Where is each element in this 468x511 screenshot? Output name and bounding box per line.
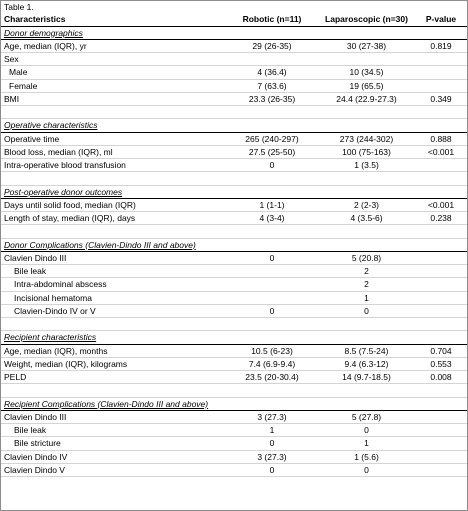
- p-value: 0.819: [415, 39, 467, 52]
- laparoscopic-value: 1: [318, 291, 415, 304]
- row-label: Clavien Dindo V: [1, 463, 226, 476]
- laparoscopic-value: 4 (3.5-6): [318, 212, 415, 225]
- laparoscopic-value: [318, 397, 415, 410]
- spacer-row: [1, 318, 467, 331]
- section-row: [1, 26, 467, 39]
- p-value: 0.008: [415, 371, 467, 384]
- row-label: Operative time: [1, 132, 226, 145]
- p-value: [415, 424, 467, 437]
- laparoscopic-value: 30 (27-38): [318, 39, 415, 52]
- table-row: [1, 291, 467, 304]
- robotic-value: [226, 318, 318, 331]
- table-row: [1, 66, 467, 79]
- row-label: Age, median (IQR), yr: [1, 39, 226, 52]
- robotic-value: 23.5 (20-30.4): [226, 371, 318, 384]
- row-label: [1, 172, 226, 185]
- row-label: Weight, median (IQR), kilograms: [1, 357, 226, 370]
- p-value: [415, 172, 467, 185]
- robotic-value: [226, 238, 318, 251]
- laparoscopic-value: 0: [318, 304, 415, 317]
- table-title-row: [1, 1, 467, 13]
- p-value: [415, 410, 467, 423]
- p-value: [415, 265, 467, 278]
- p-value: [415, 450, 467, 463]
- table-row: [1, 212, 467, 225]
- p-value: 0.888: [415, 132, 467, 145]
- header-p-value: P-value: [415, 13, 467, 26]
- laparoscopic-value: 2: [318, 278, 415, 291]
- robotic-value: 10.5 (6-23): [226, 344, 318, 357]
- robotic-value: 0: [226, 304, 318, 317]
- robotic-value: 23.3 (26-35): [226, 92, 318, 105]
- section-row: [1, 185, 467, 198]
- table-row: [1, 410, 467, 423]
- robotic-value: 1 (1-1): [226, 198, 318, 211]
- p-value: [415, 251, 467, 264]
- row-label: Intra-operative blood transfusion: [1, 159, 226, 172]
- p-value: [415, 463, 467, 476]
- laparoscopic-value: [318, 53, 415, 66]
- row-label: [1, 318, 226, 331]
- robotic-value: 7.4 (6.9-9.4): [226, 357, 318, 370]
- p-value: [415, 318, 467, 331]
- row-label: Intra-abdominal abscess: [1, 278, 226, 291]
- robotic-value: 1: [226, 424, 318, 437]
- laparoscopic-value: 0: [318, 424, 415, 437]
- p-value: [415, 331, 467, 344]
- table-title: Table 1.: [4, 2, 34, 12]
- spacer-row: [1, 106, 467, 119]
- robotic-value: 29 (26-35): [226, 39, 318, 52]
- p-value: 0.704: [415, 344, 467, 357]
- table-row: [1, 132, 467, 145]
- p-value: <0.001: [415, 198, 467, 211]
- section-row: [1, 331, 467, 344]
- laparoscopic-value: 24.4 (22.9-27.3): [318, 92, 415, 105]
- row-label: [1, 225, 226, 238]
- p-value: 0.349: [415, 92, 467, 105]
- table-header-row: [1, 13, 467, 26]
- robotic-value: 0: [226, 251, 318, 264]
- row-label: Sex: [1, 53, 226, 66]
- laparoscopic-value: 5 (27.8): [318, 410, 415, 423]
- robotic-value: 0: [226, 159, 318, 172]
- results-table: [1, 1, 467, 477]
- robotic-value: [226, 119, 318, 132]
- robotic-value: [226, 225, 318, 238]
- p-value: [415, 53, 467, 66]
- header-laparoscopic: Laparoscopic (n=30): [318, 13, 415, 26]
- p-value: <0.001: [415, 145, 467, 158]
- robotic-value: 265 (240-297): [226, 132, 318, 145]
- laparoscopic-value: [318, 225, 415, 238]
- section-heading: Operative characteristics: [1, 119, 226, 132]
- laparoscopic-value: [318, 185, 415, 198]
- table-row: [1, 371, 467, 384]
- row-label: Bile leak: [1, 265, 226, 278]
- laparoscopic-value: [318, 331, 415, 344]
- row-label: [1, 384, 226, 397]
- p-value: [415, 437, 467, 450]
- laparoscopic-value: [318, 238, 415, 251]
- laparoscopic-value: 19 (65.5): [318, 79, 415, 92]
- robotic-value: [226, 26, 318, 39]
- spacer-row: [1, 172, 467, 185]
- laparoscopic-value: 2 (2-3): [318, 198, 415, 211]
- table-row: [1, 278, 467, 291]
- laparoscopic-value: 1 (3.5): [318, 159, 415, 172]
- robotic-value: [226, 397, 318, 410]
- laparoscopic-value: 8.5 (7.5-24): [318, 344, 415, 357]
- row-label: Length of stay, median (IQR), days: [1, 212, 226, 225]
- laparoscopic-value: 273 (244-302): [318, 132, 415, 145]
- section-row: [1, 119, 467, 132]
- row-label: Bile stricture: [1, 437, 226, 450]
- robotic-value: [226, 185, 318, 198]
- laparoscopic-value: [318, 26, 415, 39]
- table-row: [1, 265, 467, 278]
- p-value: [415, 304, 467, 317]
- laparoscopic-value: 10 (34.5): [318, 66, 415, 79]
- section-heading: Donor Complications (Clavien-Dindo III and above): [1, 238, 226, 251]
- robotic-value: 27.5 (25-50): [226, 145, 318, 158]
- p-value: [415, 397, 467, 410]
- laparoscopic-value: [318, 119, 415, 132]
- row-label: Clavien Dindo III: [1, 251, 226, 264]
- robotic-value: [226, 265, 318, 278]
- robotic-value: [226, 172, 318, 185]
- laparoscopic-value: 1: [318, 437, 415, 450]
- table-row: [1, 344, 467, 357]
- laparoscopic-value: [318, 318, 415, 331]
- laparoscopic-value: 1 (5.6): [318, 450, 415, 463]
- spacer-row: [1, 384, 467, 397]
- row-label: Blood loss, median (IQR), ml: [1, 145, 226, 158]
- row-label: Age, median (IQR), months: [1, 344, 226, 357]
- p-value: [415, 66, 467, 79]
- row-label: Days until solid food, median (IQR): [1, 198, 226, 211]
- row-label: BMI: [1, 92, 226, 105]
- p-value: 0.238: [415, 212, 467, 225]
- p-value: 0.553: [415, 357, 467, 370]
- p-value: [415, 278, 467, 291]
- row-label: PELD: [1, 371, 226, 384]
- robotic-value: [226, 278, 318, 291]
- robotic-value: 3 (27.3): [226, 450, 318, 463]
- header-characteristics: Characteristics: [1, 13, 226, 26]
- section-row: [1, 238, 467, 251]
- row-label: Clavien-Dindo IV or V: [1, 304, 226, 317]
- table-row: [1, 39, 467, 52]
- robotic-value: [226, 53, 318, 66]
- robotic-value: 0: [226, 437, 318, 450]
- laparoscopic-value: [318, 172, 415, 185]
- p-value: [415, 159, 467, 172]
- robotic-value: [226, 106, 318, 119]
- laparoscopic-value: 14 (9.7-18.5): [318, 371, 415, 384]
- p-value: [415, 238, 467, 251]
- table-row: [1, 304, 467, 317]
- robotic-value: [226, 331, 318, 344]
- section-heading: Donor demographics: [1, 26, 226, 39]
- table-row: [1, 53, 467, 66]
- robotic-value: 7 (63.6): [226, 79, 318, 92]
- spacer-row: [1, 225, 467, 238]
- robotic-value: 0: [226, 463, 318, 476]
- table-row: [1, 198, 467, 211]
- row-label: Female: [1, 79, 226, 92]
- section-heading: Recipient Complications (Clavien-Dindo III and above): [1, 397, 226, 410]
- table-row: [1, 450, 467, 463]
- laparoscopic-value: [318, 106, 415, 119]
- laparoscopic-value: 5 (20.8): [318, 251, 415, 264]
- p-value: [415, 384, 467, 397]
- section-heading: Recipient characteristics: [1, 331, 226, 344]
- row-label: [1, 106, 226, 119]
- p-value: [415, 225, 467, 238]
- table-row: [1, 145, 467, 158]
- robotic-value: [226, 384, 318, 397]
- row-label: Clavien Dindo III: [1, 410, 226, 423]
- table-row: [1, 159, 467, 172]
- p-value: [415, 291, 467, 304]
- p-value: [415, 26, 467, 39]
- row-label: Bile leak: [1, 424, 226, 437]
- laparoscopic-value: [318, 384, 415, 397]
- robotic-value: [226, 291, 318, 304]
- p-value: [415, 79, 467, 92]
- robotic-value: 4 (3-4): [226, 212, 318, 225]
- laparoscopic-value: 100 (75-163): [318, 145, 415, 158]
- row-label: Clavien Dindo IV: [1, 450, 226, 463]
- table-row: [1, 79, 467, 92]
- robotic-value: 3 (27.3): [226, 410, 318, 423]
- p-value: [415, 119, 467, 132]
- table-row: [1, 357, 467, 370]
- table-row: [1, 424, 467, 437]
- table-row: [1, 92, 467, 105]
- laparoscopic-value: 9.4 (6.3-12): [318, 357, 415, 370]
- section-row: [1, 397, 467, 410]
- table-row: [1, 251, 467, 264]
- p-value: [415, 185, 467, 198]
- p-value: [415, 106, 467, 119]
- laparoscopic-value: 2: [318, 265, 415, 278]
- table-row: [1, 463, 467, 476]
- section-heading: Post-operative donor outcomes: [1, 185, 226, 198]
- row-label: Incisional hematoma: [1, 291, 226, 304]
- header-robotic: Robotic (n=11): [226, 13, 318, 26]
- row-label: Male: [1, 66, 226, 79]
- table-row: [1, 437, 467, 450]
- robotic-value: 4 (36.4): [226, 66, 318, 79]
- laparoscopic-value: 0: [318, 463, 415, 476]
